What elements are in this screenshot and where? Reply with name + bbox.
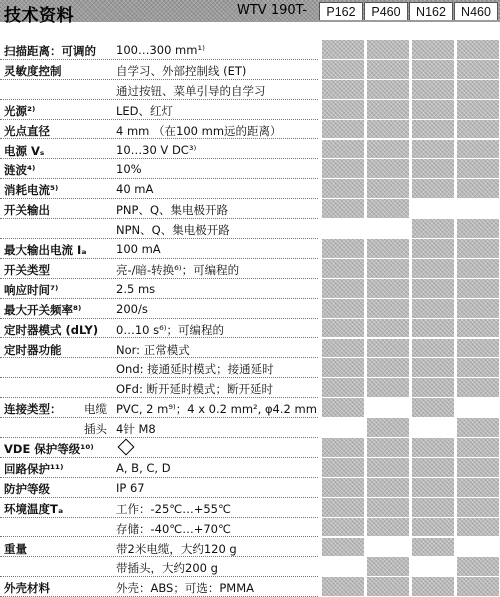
spec-label: 最大开关频率⁸⁾ (4, 302, 82, 317)
spec-value: A, B, C, D (116, 460, 171, 475)
applicability-cell-filled (456, 458, 499, 478)
applicability-cell-filled (366, 557, 409, 577)
spec-value: 自学习、外部控制线 (ET) (116, 63, 247, 78)
spec-value: Ond: 接通延时模式；接通延时 (116, 362, 274, 377)
spec-sublabel: 电缆 (84, 402, 107, 417)
spec-label: 开关类型 (4, 262, 50, 277)
spec-row (0, 557, 500, 577)
applicability-cell-filled (411, 438, 454, 458)
column-header-p460: P460 (364, 2, 408, 20)
applicability-cell-filled (366, 378, 409, 398)
column-header-p162: P162 (319, 2, 363, 20)
applicability-cell-filled (321, 458, 364, 478)
applicability-cell-filled (411, 319, 454, 339)
applicability-cell-filled (456, 518, 499, 538)
spec-value: 10% (116, 162, 142, 177)
applicability-cell-filled (411, 279, 454, 299)
spec-row (0, 319, 500, 339)
applicability-cell-filled (321, 179, 364, 199)
applicability-cell-filled (456, 279, 499, 299)
spec-row (0, 279, 500, 299)
spec-row (0, 179, 500, 199)
applicability-cell-filled (411, 358, 454, 378)
applicability-cell-filled (366, 418, 409, 438)
applicability-cell-filled (366, 438, 409, 458)
applicability-cell-filled (456, 438, 499, 458)
spec-label: VDE 保护等级¹⁰⁾ (4, 442, 94, 456)
spec-label: 光源²⁾ (4, 103, 36, 118)
applicability-cell-filled (366, 239, 409, 259)
applicability-cell-filled (456, 179, 499, 199)
spec-row (0, 239, 500, 259)
applicability-cell-filled (321, 199, 364, 219)
applicability-cell-filled (456, 40, 499, 60)
spec-row (0, 120, 500, 140)
spec-row (0, 498, 500, 518)
applicability-cell-filled (411, 458, 454, 478)
spec-sublabel: 插头 (84, 422, 107, 437)
spec-label: 回路保护¹¹⁾ (4, 461, 64, 476)
spec-label: 外壳材料 (4, 581, 50, 596)
spec-row (0, 259, 500, 279)
spec-label: 响应时间⁷⁾ (4, 282, 59, 297)
spec-value: 工作：-25℃…+55℃ (116, 501, 231, 516)
applicability-cell-empty (366, 538, 409, 558)
applicability-cell-filled (321, 538, 364, 558)
spec-row (0, 577, 500, 597)
applicability-cell-filled (456, 319, 499, 339)
spec-value: 10…30 V DC³⁾ (116, 142, 197, 157)
applicability-cell-filled (366, 80, 409, 100)
spec-value: 亮-/暗-转换⁶⁾；可编程的 (116, 262, 240, 277)
applicability-cell-filled (366, 100, 409, 120)
spec-row (0, 299, 500, 319)
applicability-cell-empty (366, 398, 409, 418)
spec-label: 涟波⁴⁾ (4, 163, 36, 178)
applicability-cell-filled (321, 398, 364, 418)
applicability-cell-empty (411, 557, 454, 577)
applicability-cell-filled (456, 418, 499, 438)
applicability-cell-filled (411, 378, 454, 398)
applicability-cell-filled (411, 120, 454, 140)
applicability-cell-filled (366, 478, 409, 498)
applicability-cell-filled (456, 577, 499, 597)
spec-value: 4针 M8 (116, 422, 156, 437)
applicability-cell-filled (456, 140, 499, 160)
spec-row (0, 458, 500, 478)
applicability-cell-filled (456, 80, 499, 100)
applicability-cell-empty (456, 538, 499, 558)
spec-row (0, 100, 500, 120)
applicability-cell-filled (366, 358, 409, 378)
spec-value: 带2米电缆，大约120 g (116, 541, 237, 556)
spec-value: 200/s (116, 301, 148, 316)
applicability-cell-filled (411, 219, 454, 239)
applicability-cell-filled (366, 199, 409, 219)
spec-value: PNP、Q、集电极开路 (116, 203, 229, 218)
applicability-cell-filled (321, 259, 364, 279)
applicability-cell-empty (321, 557, 364, 577)
spec-label: 灵敏度控制 (4, 63, 62, 78)
spec-label: 环境温度Tₐ (4, 501, 64, 516)
applicability-cell-filled (456, 219, 499, 239)
spec-value: 4 mm （在100 mm远的距离） (116, 123, 282, 138)
spec-value: NPN、Q、集电极开路 (116, 223, 230, 238)
spec-row (0, 339, 500, 359)
applicability-cell-filled (321, 339, 364, 359)
applicability-cell-filled (411, 398, 454, 418)
applicability-cell-filled (321, 498, 364, 518)
column-header-n460: N460 (454, 2, 498, 20)
applicability-cell-filled (366, 279, 409, 299)
applicability-cell-empty (411, 418, 454, 438)
applicability-cell-filled (321, 80, 364, 100)
spec-row (0, 538, 500, 558)
spec-row (0, 438, 500, 458)
applicability-cell-filled (411, 538, 454, 558)
applicability-cell-filled (456, 239, 499, 259)
spec-value: LED、红灯 (116, 103, 174, 118)
applicability-cell-filled (456, 478, 499, 498)
applicability-cell-filled (366, 140, 409, 160)
applicability-cell-filled (411, 339, 454, 359)
applicability-cell-filled (411, 60, 454, 80)
applicability-cell-empty (366, 219, 409, 239)
applicability-cell-filled (366, 339, 409, 359)
applicability-cell-filled (411, 179, 454, 199)
applicability-cell-filled (366, 299, 409, 319)
applicability-cell-filled (411, 239, 454, 259)
spec-label: 开关输出 (4, 203, 50, 218)
applicability-cell-filled (321, 438, 364, 458)
applicability-cell-empty (411, 199, 454, 219)
spec-value: IP 67 (116, 480, 145, 495)
spec-value: 带插头，大约200 g (116, 561, 218, 576)
applicability-cell-filled (456, 100, 499, 120)
applicability-cell-filled (366, 60, 409, 80)
page-title: 技术资料 (4, 6, 74, 26)
spec-value: 存储：-40℃…+70℃ (116, 521, 231, 536)
applicability-cell-filled (321, 140, 364, 160)
spec-value: 2.5 ms (116, 281, 156, 296)
applicability-cell-filled (456, 299, 499, 319)
column-header-n162: N162 (409, 2, 453, 20)
header-bar (0, 0, 500, 26)
spec-row (0, 518, 500, 538)
applicability-cell-filled (321, 40, 364, 60)
applicability-cell-filled (366, 120, 409, 140)
spec-label: 连接类型： (4, 402, 62, 417)
applicability-cell-filled (366, 518, 409, 538)
spec-value: 100…300 mm¹⁾ (116, 43, 205, 57)
spec-label: 最大输出电流 Iₐ (4, 243, 87, 257)
applicability-cell-filled (366, 498, 409, 518)
applicability-cell-filled (411, 498, 454, 518)
applicability-cell-filled (366, 458, 409, 478)
spec-row (0, 60, 500, 80)
spec-value (116, 441, 132, 456)
spec-value: PVC, 2 m⁹⁾；4 x 0.2 mm², φ4.2 mm (116, 402, 317, 417)
applicability-cell-filled (321, 518, 364, 538)
model-number: WTV 190T- (237, 3, 308, 18)
applicability-cell-filled (456, 358, 499, 378)
applicability-cell-filled (366, 577, 409, 597)
applicability-cell-filled (456, 259, 499, 279)
applicability-cell-filled (411, 40, 454, 60)
spec-row (0, 40, 500, 60)
applicability-cell-filled (411, 159, 454, 179)
applicability-cell-filled (456, 120, 499, 140)
applicability-cell-filled (321, 60, 364, 80)
spec-label: 定时器模式 (dLY) (4, 322, 99, 337)
spec-value: OFd: 断开延时模式；断开延时 (116, 382, 273, 397)
applicability-cell-filled (456, 159, 499, 179)
spec-label: 光点直径 (4, 123, 50, 138)
spec-label: 扫描距离：可调的 (4, 44, 96, 58)
applicability-cell-empty (456, 199, 499, 219)
applicability-cell-empty (321, 418, 364, 438)
spec-value: 通过按钮、菜单引导的自学习 (116, 83, 266, 98)
applicability-cell-empty (456, 398, 499, 418)
spec-row (0, 378, 500, 398)
spec-row (0, 140, 500, 160)
spec-label: 电源 Vₛ (4, 143, 45, 158)
spec-row (0, 418, 500, 438)
applicability-cell-filled (321, 239, 364, 259)
applicability-cell-filled (456, 557, 499, 577)
spec-row (0, 398, 500, 418)
applicability-cell-filled (321, 378, 364, 398)
spec-row (0, 199, 500, 219)
applicability-cell-filled (321, 577, 364, 597)
applicability-cell-filled (321, 120, 364, 140)
applicability-cell-filled (321, 299, 364, 319)
applicability-cell-filled (366, 159, 409, 179)
applicability-cell-filled (366, 40, 409, 60)
applicability-cell-filled (321, 279, 364, 299)
applicability-cell-filled (321, 159, 364, 179)
applicability-cell-filled (411, 577, 454, 597)
applicability-cell-filled (411, 518, 454, 538)
applicability-cell-filled (456, 339, 499, 359)
spec-row (0, 358, 500, 378)
applicability-cell-filled (366, 259, 409, 279)
applicability-cell-filled (411, 299, 454, 319)
applicability-cell-filled (456, 498, 499, 518)
applicability-cell-filled (411, 80, 454, 100)
applicability-cell-filled (411, 259, 454, 279)
spec-value: 100 mA (116, 242, 161, 256)
applicability-cell-filled (321, 319, 364, 339)
spec-row (0, 219, 500, 239)
applicability-cell-filled (366, 179, 409, 199)
applicability-cell-filled (411, 140, 454, 160)
spec-label: 定时器功能 (4, 342, 62, 357)
spec-row (0, 478, 500, 498)
spec-value: 0…10 s⁶⁾；可编程的 (116, 322, 225, 337)
applicability-cell-filled (456, 378, 499, 398)
spec-label: 重量 (4, 541, 27, 556)
spec-label: 防护等级 (4, 481, 50, 496)
spec-label: 消耗电流⁵⁾ (4, 183, 59, 198)
spec-value: 外壳：ABS；可选：PMMA (116, 581, 254, 596)
applicability-cell-filled (411, 100, 454, 120)
spec-value: Nor: 正常模式 (116, 342, 190, 357)
applicability-cell-empty (321, 219, 364, 239)
applicability-cell-filled (456, 60, 499, 80)
applicability-cell-filled (411, 478, 454, 498)
spec-row (0, 80, 500, 100)
applicability-cell-filled (366, 319, 409, 339)
applicability-cell-filled (321, 100, 364, 120)
spec-row (0, 159, 500, 179)
vde-class-icon (118, 439, 135, 456)
applicability-cell-filled (321, 358, 364, 378)
applicability-cell-filled (321, 478, 364, 498)
spec-value: 40 mA (116, 182, 154, 197)
